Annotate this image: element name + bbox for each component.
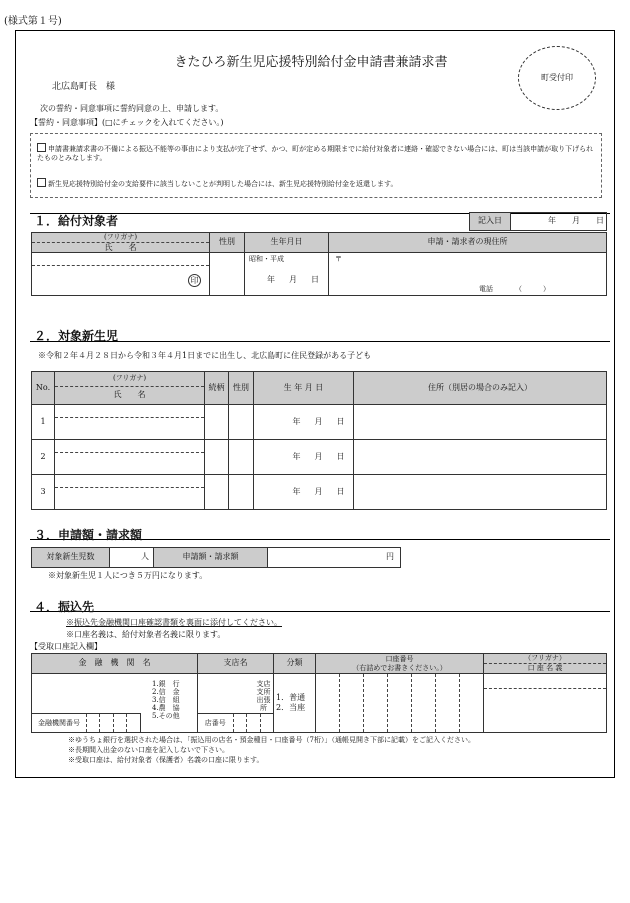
- bank-code-label: 金融機関番号: [37, 719, 80, 727]
- account-digits: [316, 674, 483, 732]
- phone-text: 電話: [479, 285, 493, 293]
- table-row: [32, 405, 607, 440]
- checkbox-1[interactable]: [37, 143, 46, 152]
- day-unit: 日: [336, 416, 345, 426]
- child-name-field[interactable]: [55, 440, 205, 475]
- digit-box[interactable]: [126, 714, 140, 732]
- digit-box[interactable]: [339, 674, 363, 732]
- applicant-address-field[interactable]: [329, 253, 607, 296]
- entry-date-field[interactable]: [511, 213, 607, 231]
- seal-icon: 印: [188, 274, 201, 287]
- bank-box-heading: 【受取口座記入欄】: [30, 642, 102, 651]
- child-name-header: [55, 372, 205, 405]
- footnote-3: ※受取口座は、給付対象者（保護者）名義の口座に限ります。: [68, 756, 264, 764]
- digit-box[interactable]: [113, 714, 127, 732]
- birth-year: 年: [267, 275, 275, 284]
- digit-box[interactable]: [435, 674, 459, 732]
- branch-code-label: 店番号: [204, 719, 226, 727]
- entry-year: 年: [548, 216, 556, 226]
- child-address-field[interactable]: [354, 475, 607, 510]
- digit-box[interactable]: [387, 674, 411, 732]
- section-4-underline: [30, 611, 610, 612]
- amount-label: 申請額・請求額: [154, 548, 268, 568]
- year-unit: 年: [292, 416, 301, 426]
- applicant-birthdate-field[interactable]: [245, 253, 329, 296]
- account-number-field: [316, 674, 484, 733]
- applicant-gender-field[interactable]: [210, 253, 245, 296]
- section-4-title: ４．振込先: [34, 600, 95, 614]
- amount-unit: 円: [386, 552, 394, 562]
- applicant-name-field[interactable]: [32, 253, 210, 296]
- day-unit: 日: [336, 451, 345, 461]
- address-header: 申請・請求者の現住所: [329, 233, 607, 253]
- child-address-field[interactable]: [354, 405, 607, 440]
- holder-label: 口 座 名 義: [527, 664, 563, 672]
- child-relation-field[interactable]: [205, 440, 229, 475]
- applicant-table: [31, 232, 607, 296]
- account-type-field[interactable]: [274, 674, 316, 733]
- branch-type-list: [254, 680, 273, 712]
- pledge-box: [30, 133, 602, 198]
- branch-type-option[interactable]: 支所: [256, 688, 271, 697]
- child-name-label: 氏 名: [55, 386, 204, 400]
- intro-text: 次の誓約・同意事項に誓約同意の上、申請します。: [40, 104, 224, 113]
- account-type-option[interactable]: 2．当座: [276, 703, 306, 712]
- year-unit: 年: [292, 486, 301, 496]
- applicant-name-header: [32, 233, 210, 253]
- child-birthdate-header: 生 年 月 日: [254, 372, 354, 405]
- section-2-title: ２．対象新生児: [34, 329, 119, 343]
- bank-type-option[interactable]: 1.銀 行: [152, 680, 180, 688]
- newborn-count-label: 対象新生児数: [32, 548, 110, 568]
- year-unit: 年: [292, 451, 301, 461]
- birth-month: 月: [289, 275, 297, 284]
- section-2-note: ※令和２年４月２８日から令和３年４月1日までに出生し、北広島町に住民登録がある子ども: [38, 351, 372, 360]
- child-gender-header: 性別: [229, 372, 254, 405]
- month-unit: 月: [314, 486, 323, 496]
- section-3-title: ３．申請額・請求額: [34, 528, 143, 542]
- child-gender-field[interactable]: [229, 440, 254, 475]
- newborn-table: [31, 371, 607, 510]
- row-number: 2: [32, 440, 55, 475]
- birth-date-units: [267, 275, 319, 285]
- branch-type-option[interactable]: 出張所: [256, 696, 271, 713]
- section-4-note-1: ※振込先金融機関口座確認書類を裏面に添付してください。: [66, 618, 282, 627]
- branch-name-field[interactable]: [198, 674, 274, 733]
- digit-box[interactable]: [363, 674, 387, 732]
- relation-header: 続柄: [205, 372, 229, 405]
- branch-header: 支店名: [198, 654, 274, 674]
- bank-type-option[interactable]: 2.信 金: [152, 688, 180, 697]
- count-unit: 人: [141, 552, 149, 562]
- account-number-label: 口座番号: [385, 654, 414, 663]
- form-title: きたひろ新生児応援特別給付金申請書兼請求書: [174, 55, 448, 70]
- bank-type-option[interactable]: 5.その他: [152, 712, 180, 721]
- amount-table: [31, 547, 401, 568]
- amount-field[interactable]: [268, 548, 401, 568]
- child-relation-field[interactable]: [205, 405, 229, 440]
- digit-box[interactable]: [233, 714, 246, 732]
- entry-date-table: [469, 212, 607, 231]
- footnote-2: ※長期間入出金のない口座を記入しないで下さい。: [68, 746, 229, 754]
- gender-header: 性別: [210, 233, 245, 253]
- era-label: 昭和・平成: [249, 255, 284, 263]
- child-name-field[interactable]: [55, 475, 205, 510]
- newborn-count-field[interactable]: [110, 548, 154, 568]
- section-1-title: １．給付対象者: [34, 214, 119, 228]
- entry-date-label: 記入日: [470, 213, 511, 231]
- name-label: 氏 名: [32, 242, 209, 253]
- child-name-field[interactable]: [55, 405, 205, 440]
- row-number: 3: [32, 475, 55, 510]
- bank-type-option[interactable]: 4.農 協: [152, 704, 180, 713]
- day-unit: 日: [336, 486, 345, 496]
- account-number-header: [316, 654, 484, 674]
- month-unit: 月: [314, 451, 323, 461]
- child-furigana-label: (フリガナ): [112, 374, 147, 382]
- bank-header: 金 融 機 関 名: [32, 654, 198, 674]
- furigana-label: (フリガナ): [103, 233, 138, 241]
- child-gender-field[interactable]: [229, 405, 254, 440]
- type-header: 分類: [274, 654, 316, 674]
- digit-box[interactable]: [260, 714, 273, 732]
- checkbox-2[interactable]: [37, 178, 46, 187]
- holder-header: [484, 654, 607, 674]
- birth-day: 日: [311, 275, 319, 284]
- child-address-field[interactable]: [354, 440, 607, 475]
- stamp-label: 町受付印: [541, 73, 573, 82]
- section-3-note: ※対象新生児１人につき５万円になります。: [48, 571, 208, 580]
- form-number: (様式第１号): [4, 16, 62, 27]
- digit-box[interactable]: [459, 674, 483, 732]
- table-row: [32, 475, 607, 510]
- addressee: 北広島町長 様: [52, 82, 116, 92]
- entry-day: 日: [596, 216, 604, 226]
- child-birthdate-field[interactable]: [254, 475, 354, 510]
- section-4-note-2: ※口座名義は、給付対象者名義に限ります。: [66, 630, 226, 639]
- reception-stamp-area: [518, 46, 596, 110]
- digit-box[interactable]: [86, 714, 100, 732]
- digit-box[interactable]: [246, 714, 259, 732]
- digit-box[interactable]: [99, 714, 113, 732]
- child-gender-field[interactable]: [229, 475, 254, 510]
- pledge-item-2: 新生児応援特別給付金の支給要件に該当しないことが判明した場合には、新生児応援特別給付金を返還します。: [37, 178, 597, 189]
- phone-label: [479, 285, 550, 294]
- holder-furigana: （フリガナ）: [484, 654, 606, 664]
- table-row: [32, 440, 607, 475]
- bank-type-list: [152, 680, 180, 720]
- child-address-header: 住所（別居の場合のみ記入）: [354, 372, 607, 405]
- no-header: No.: [32, 372, 55, 405]
- bank-name-field[interactable]: [32, 674, 198, 733]
- child-birthdate-field[interactable]: [254, 405, 354, 440]
- account-number-sub: （右詰めでお書きください。）: [352, 663, 447, 672]
- bank-table: [31, 653, 607, 733]
- month-unit: 月: [314, 416, 323, 426]
- footnote-1: ※ゆうちょ銀行を選択された場合は、「振込用の店名・預金種目・口座番号（7桁）」（通帳見開き下部に記載）をご記入ください。: [68, 736, 475, 744]
- branch-code-box: [198, 713, 273, 732]
- bank-code-box: [32, 713, 141, 732]
- postal-mark: 〒: [335, 255, 342, 263]
- child-birthdate-field[interactable]: [254, 440, 354, 475]
- bank-type-option[interactable]: 3.信 組: [152, 696, 180, 705]
- digit-box[interactable]: [316, 674, 339, 732]
- account-type-option[interactable]: 1．普通: [276, 692, 306, 702]
- entry-month: 月: [572, 216, 580, 226]
- row-number: 1: [32, 405, 55, 440]
- pledge-heading: 【誓約・同意事項】(□にチェックを入れてください。): [30, 118, 224, 127]
- branch-type-option[interactable]: 支店: [256, 680, 271, 688]
- holder-field[interactable]: [484, 674, 607, 733]
- digit-box[interactable]: [411, 674, 435, 732]
- phone-paren: （ ）: [515, 285, 550, 293]
- pledge-item-1: 申請書兼請求書の不備による振込不能等の事由により支払が完了せず、かつ、町が定める期限までに給付対象者に連絡・確認できない場合には、町は当該申請が取り下げられたものとみなします。: [37, 145, 594, 162]
- child-relation-field[interactable]: [205, 475, 229, 510]
- birthdate-header: 生年月日: [245, 233, 329, 253]
